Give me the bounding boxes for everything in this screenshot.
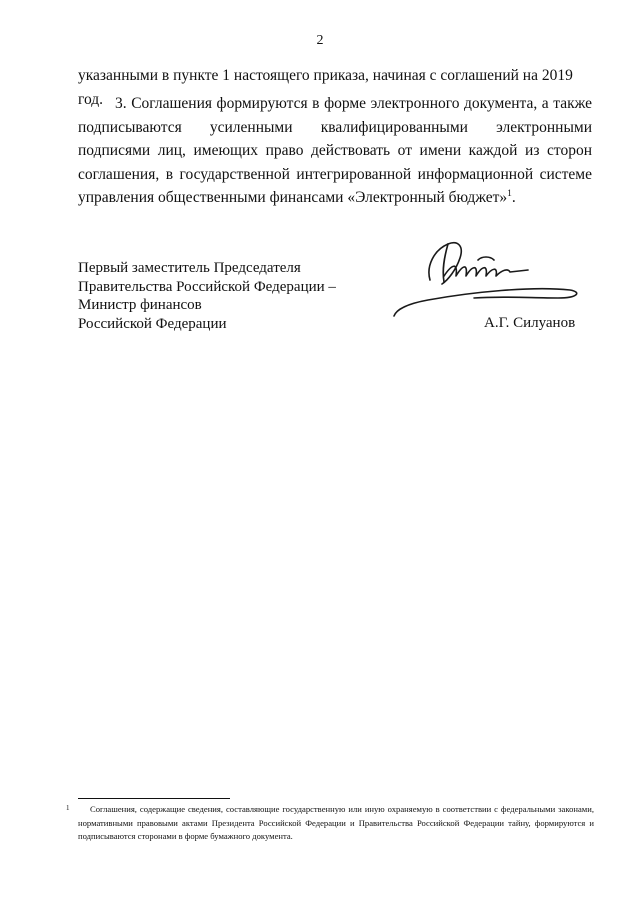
footnote-reference: 1 [507,189,512,200]
signer-name: А.Г. Силуанов [484,315,576,331]
paragraph-continuation: указанными в пункте 1 настоящего приказа, начиная с соглашений на 2019 год. [78,67,573,108]
signatory-title-block [78,259,336,333]
signatory-title-line-3: Министр финансов [78,297,202,313]
handwritten-signature [382,236,592,320]
paragraph-item-3 [78,92,592,210]
footnote-text: Соглашения, содержащие сведения, составляющие государственную или иную охраняемую в соответствии с федеральными законами, нормативными правовыми актами Президента Российской Федерации и Правительства Российской Федерации тайну, формируются и подписываются сторонами в форме бумажного документа. [78,804,594,841]
footnote-separator [78,798,230,799]
paragraph-item-3-end: . [511,189,516,207]
signatory-title-line-4: Российской Федерации [78,315,227,332]
signatory-title-line-1: Первый заместитель Председателя [78,260,301,276]
footnote-mark: 1 [66,804,70,812]
signatory-title-line-2: Правительства Российской Федерации – [78,278,336,295]
page-number: 2 [316,33,324,48]
paragraph-item-3-text: 3. Соглашения формируются в форме электронного документа, а также подписываются усиленными квалифицированными электронными подписями лиц, имеющих право действовать от имени каждой из сторон соглашения, в государственной интегрированной информационной системе управления общественными финансами «Электронный бюджет» [78,95,592,207]
footnote-text-block [66,803,594,844]
